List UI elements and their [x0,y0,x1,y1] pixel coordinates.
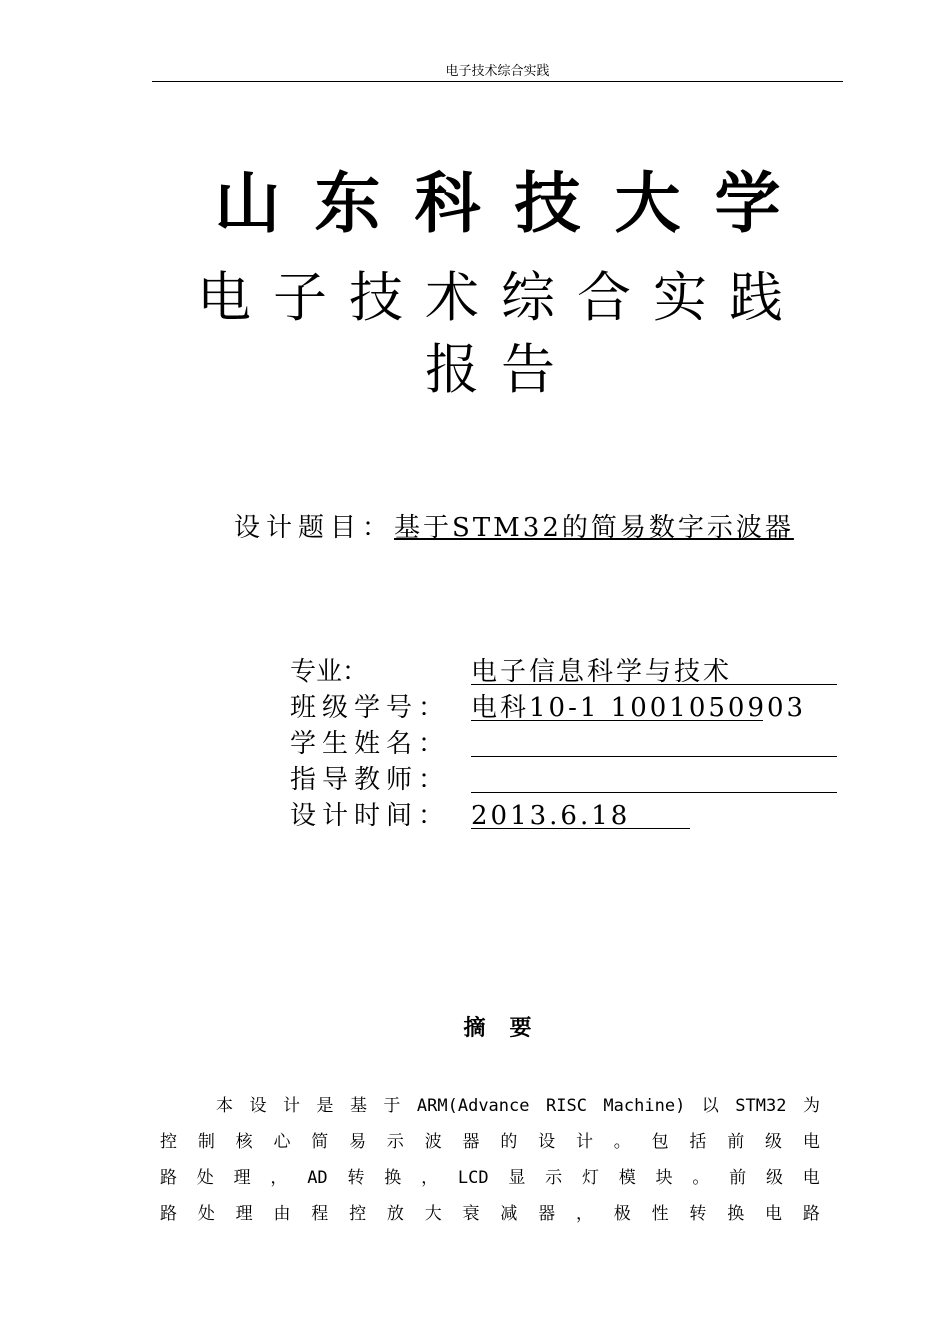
abstract-token: 简 [311,1132,329,1152]
abstract-token: 转 [689,1204,707,1224]
abstract-token: 转 [347,1168,365,1188]
abstract-token: 控 [160,1132,177,1152]
abstract-token: 核 [235,1132,253,1152]
abstract-token: 波 [424,1132,442,1152]
abstract-token: ， [575,1204,593,1224]
abstract-token: 路 [802,1204,820,1224]
abstract-token: 模 [618,1168,636,1188]
abstract-token: LCD [457,1168,489,1188]
abstract-token: 的 [500,1132,518,1152]
abstract-token: 本 [216,1096,233,1116]
abstract-token: 路 [160,1168,177,1188]
info-label-major-text: 专业： [290,657,369,687]
abstract-token: 处 [196,1168,214,1188]
report-title: 电子技术综合实践报告 [197,266,805,401]
abstract-token: 器 [462,1132,480,1152]
abstract-token: 控 [349,1204,367,1224]
abstract-token: 以 [701,1096,719,1116]
abstract-token: 程 [311,1204,329,1224]
info-value-major: 电子信息科学与技术 [471,654,837,685]
abstract-token: 前 [729,1168,747,1188]
abstract-token: 理 [233,1168,251,1188]
header-rule [152,81,843,82]
abstract-body [160,1088,820,1232]
abstract-line [160,1124,820,1160]
topic-value: 基于STM32的简易数字示波器 [394,513,794,543]
abstract-token: 大 [424,1204,442,1224]
abstract-token: 示 [545,1168,563,1188]
info-label-major [290,654,471,690]
abstract-token: ARM(Advance [416,1096,530,1116]
university-name: 山东科技大学 [214,165,815,242]
abstract-token: 极 [613,1204,631,1224]
abstract-token: 。 [692,1168,710,1188]
abstract-token: 电 [802,1132,820,1152]
info-label-class-id: 班级学号： [290,693,451,723]
abstract-token: 显 [508,1168,526,1188]
abstract-token: AD [307,1168,328,1188]
abstract-token: 基 [349,1096,367,1116]
abstract-token: 路 [160,1204,177,1224]
abstract-token: 换 [727,1204,745,1224]
info-value-class-id: 电科10-1 1001050903 [471,690,763,721]
abstract-token: 理 [235,1204,253,1224]
abstract-token: 示 [386,1132,404,1152]
abstract-token: 制 [197,1132,215,1152]
info-label-student-name: 学生姓名： [290,729,451,759]
abstract-token: 电 [765,1204,782,1224]
abstract-token: 衰 [462,1204,480,1224]
student-info [290,654,838,834]
abstract-token: 性 [651,1204,669,1224]
abstract-token: 。 [613,1132,631,1152]
abstract-title: 摘要 [463,1016,556,1041]
abstract-token: 器 [538,1204,556,1224]
abstract-line [160,1088,820,1124]
info-row-major [290,654,838,690]
abstract-token: 级 [765,1132,782,1152]
abstract-token: 前 [727,1132,745,1152]
abstract-token: Machine) [603,1096,686,1116]
info-value-advisor [471,762,837,793]
abstract-token: 括 [689,1132,707,1152]
abstract-token: 灯 [581,1168,599,1188]
abstract-token: 计 [575,1132,593,1152]
info-label-design-time: 设计时间： [290,801,451,831]
abstract-token: 级 [765,1168,783,1188]
topic-label: 设计题目： [234,513,395,543]
info-row-advisor [290,762,838,798]
abstract-token: 由 [273,1204,291,1224]
info-value-student-name [471,726,837,757]
abstract-token: 换 [384,1168,402,1188]
abstract-token: 减 [500,1204,518,1224]
info-value-design-time: 2013.6.18 [471,798,690,829]
abstract-token: 电 [802,1168,820,1188]
info-row-design-time [290,798,838,834]
abstract-token: 计 [282,1096,300,1116]
design-topic [192,510,837,546]
abstract-token: ， [270,1168,288,1188]
abstract-token: RISC [545,1096,587,1116]
page-header: 电子技术综合实践 [445,64,550,79]
abstract-token: 设 [249,1096,267,1116]
abstract-token: 是 [316,1096,334,1116]
abstract-token: 设 [538,1132,556,1152]
abstract-line [160,1160,820,1196]
info-label-advisor: 指导教师： [290,765,451,795]
abstract-token: 包 [651,1132,669,1152]
abstract-token: STM32 [735,1096,787,1116]
abstract-token: 为 [802,1096,820,1116]
info-row-student-name [290,726,838,762]
abstract-token: 处 [197,1204,215,1224]
abstract-token: 于 [383,1096,401,1116]
abstract-token: 心 [273,1132,291,1152]
info-row-class-id [290,690,838,726]
abstract-token: 易 [349,1132,367,1152]
abstract-line [160,1196,820,1232]
abstract-token: 放 [386,1204,404,1224]
abstract-token: ， [421,1168,439,1188]
abstract-token: 块 [655,1168,673,1188]
